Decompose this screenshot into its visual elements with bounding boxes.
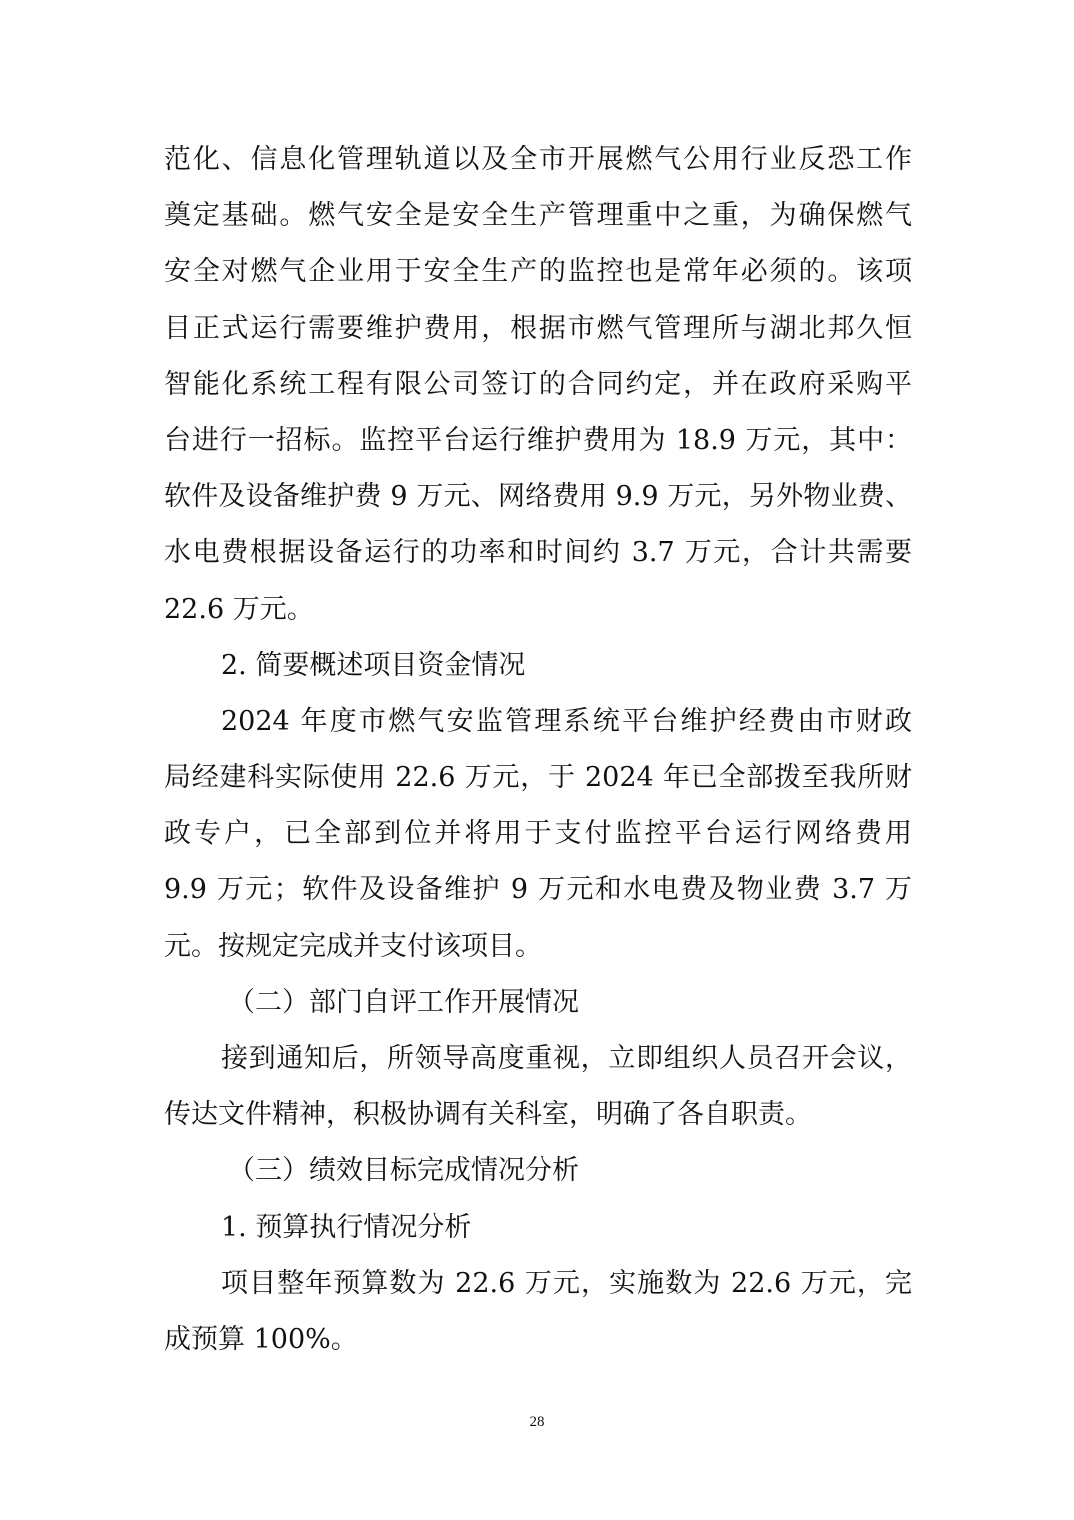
paragraph-line: 软件及设备维护费 9 万元、网络费用 9.9 万元，另外物业费、 xyxy=(164,481,912,513)
paragraph-line: 项目整年预算数为 22.6 万元，实施数为 22.6 万元，完 xyxy=(221,1267,912,1299)
body-text xyxy=(164,132,912,1368)
paragraph-line: 范化、信息化管理轨道以及全市开展燃气公用行业反恐工作 xyxy=(164,144,912,175)
section-heading: （三）绩效目标完成情况分析 xyxy=(228,1155,579,1187)
paragraph-line: 政专户，已全部到位并将用于支付监控平台运行网络费用 xyxy=(164,818,912,850)
section-heading: （二）部门自评工作开展情况 xyxy=(228,986,579,1018)
paragraph-line: 目正式运行需要维护费用，根据市燃气管理所与湖北邦久恒 xyxy=(164,312,912,344)
paragraph-line: 接到通知后，所领导高度重视，立即组织人员召开会议， xyxy=(221,1043,912,1074)
paragraph-line: 22.6 万元。 xyxy=(164,593,314,625)
subsection-heading: 2. 简要概述项目资金情况 xyxy=(221,649,526,681)
paragraph-line: 水电费根据设备运行的功率和时间约 3.7 万元，合计共需要 xyxy=(164,537,912,569)
paragraph-line: 安全对燃气企业用于安全生产的监控也是常年必须的。该项 xyxy=(164,256,912,288)
paragraph-line: 局经建科实际使用 22.6 万元，于 2024 年已全部拨至我所财 xyxy=(164,762,912,794)
paragraph-line: 智能化系统工程有限公司签订的合同约定，并在政府采购平 xyxy=(164,368,912,400)
paragraph-line: 台进行一招标。监控平台运行维护费用为 18.9 万元，其中： xyxy=(164,424,912,456)
page-number: 28 xyxy=(529,1414,545,1430)
paragraph-line: 成预算 100%。 xyxy=(164,1323,358,1355)
subsection-heading: 1. 预算执行情况分析 xyxy=(221,1211,472,1243)
paragraph-line: 元。按规定完成并支付该项目。 xyxy=(164,930,542,962)
paragraph-line: 2024 年度市燃气安监管理系统平台维护经费由市财政 xyxy=(221,705,912,737)
paragraph-line: 奠定基础。燃气安全是安全生产管理重中之重，为确保燃气 xyxy=(164,200,912,232)
paragraph-line: 9.9 万元；软件及设备维护 9 万元和水电费及物业费 3.7 万 xyxy=(164,874,912,906)
paragraph-line: 传达文件精神，积极协调有关科室，明确了各自职责。 xyxy=(164,1099,812,1131)
